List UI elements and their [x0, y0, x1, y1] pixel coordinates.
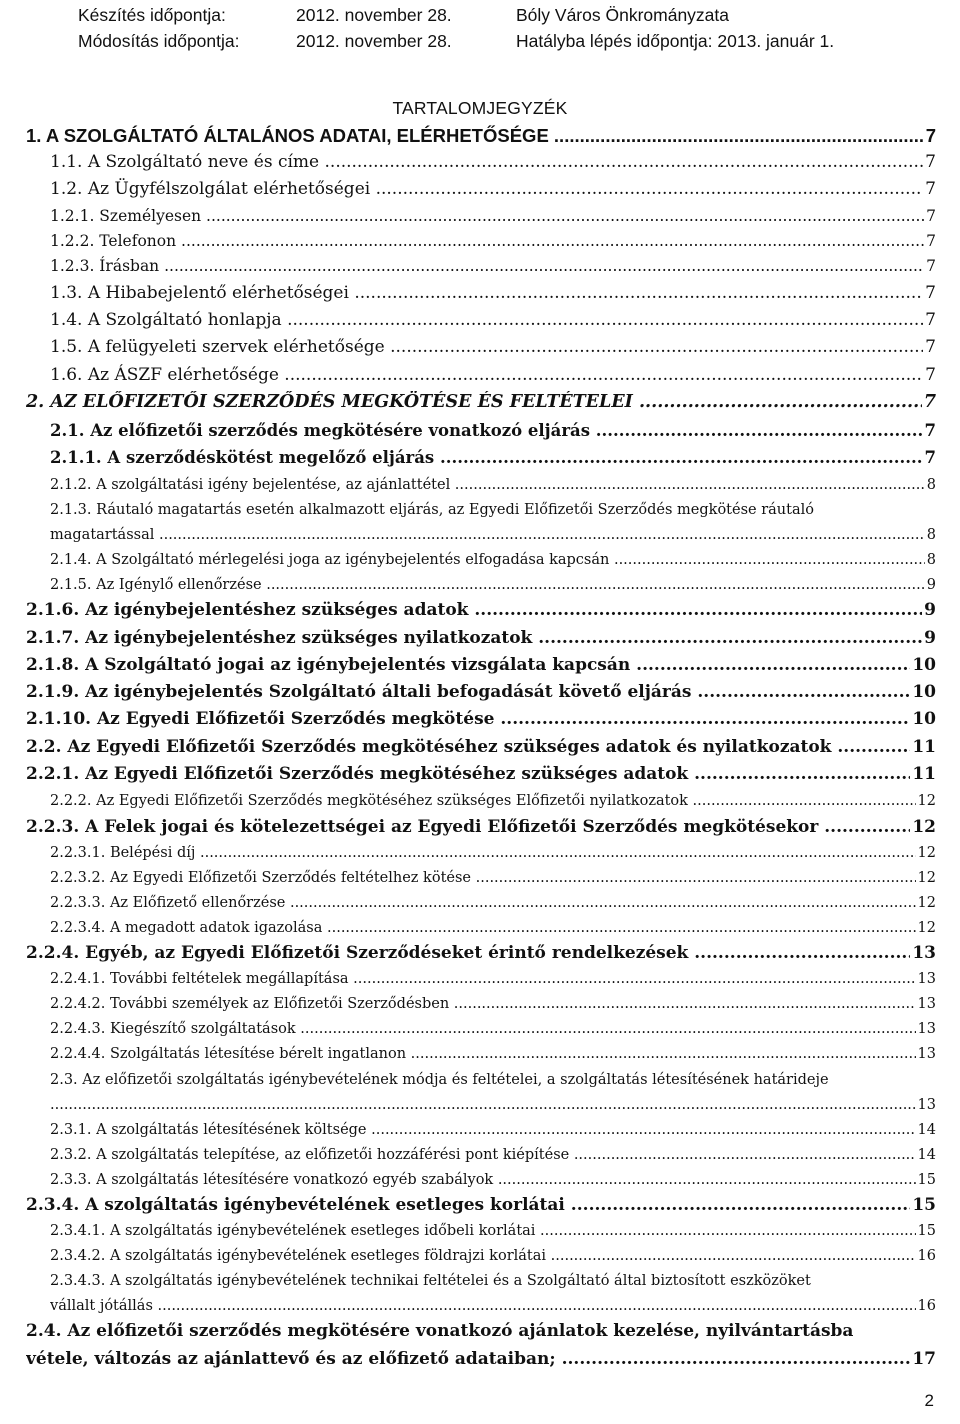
toc-entry-label: 1.2. Az Ügyfélszolgálat elérhetőségei ..... [50, 178, 936, 201]
toc-entry[interactable] [50, 1296, 936, 1317]
toc-entry-label: 2. AZ ELŐFIZETŐI SZERZŐDÉS MEGKÖTÉSE ÉS FELTÉTELEI ..... [26, 391, 936, 415]
toc-entry-page: 15 [916, 1170, 936, 1191]
toc-entry-page: 8 [925, 525, 936, 546]
toc-entry[interactable] [50, 994, 936, 1015]
toc-entry-label: vállalt jótállás ..... [50, 1296, 936, 1317]
toc-entry-label: 2.1.9. Az igénybejelentés Szolgáltató általi befogadását követő eljárás ..... [26, 681, 936, 704]
modified-date: 2012. november 28. [296, 31, 452, 51]
effective-date: Hatályba lépés időpontja: 2013. január 1. [516, 31, 835, 51]
toc-entry-label [50, 1095, 936, 1116]
toc-entry-page: 12 [912, 817, 936, 837]
toc-entry-label: 1.2.2. Telefonon ..... [50, 231, 936, 253]
toc-entry-page: 13 [916, 1019, 936, 1040]
toc-entry[interactable] [50, 309, 936, 332]
toc-entry-page: 7 [924, 206, 936, 228]
toc-entry-label: 1.2.3. Írásban ..... [50, 256, 936, 278]
toc-entry-label: 2.1.2. A szolgáltatási igény bejelentése, az ajánlattétel ..... [50, 475, 936, 496]
toc-entry-label: 2.1.8. A Szolgáltató jogai az igénybejelentés vizsgálata kapcsán ..... [26, 654, 936, 677]
toc-entry-label: 2.3.4.2. A szolgáltatás igénybevételének esetleges földrajzi korlátai ..... [50, 1246, 936, 1267]
toc-entry-page: 7 [925, 152, 936, 172]
modified-label: Módosítás időpontja: [78, 31, 240, 51]
toc-entry-label: 2.4. Az előfizetői szerződés megkötésére vonatkozó ajánlatok kezelése, nyilvántartásba [26, 1321, 854, 1341]
toc-entry-page: 12 [916, 843, 936, 864]
toc-entry[interactable] [50, 550, 936, 571]
toc-entry[interactable] [50, 1070, 936, 1091]
toc-entry-page: 7 [924, 124, 936, 149]
toc-entry-label: 1.3. A Hibabejelentő elérhetőségei ..... [50, 282, 936, 305]
toc-entry[interactable] [26, 763, 936, 786]
toc-entry-page: 15 [912, 1195, 936, 1215]
toc-entry[interactable] [50, 206, 936, 228]
toc-entry-page: 16 [916, 1296, 936, 1317]
toc-entry[interactable] [50, 1095, 936, 1116]
toc-entry-page: 7 [925, 365, 936, 385]
toc-title: TARTALOMJEGYZÉK [392, 98, 568, 118]
header-row-created [78, 2, 834, 28]
toc-entry[interactable] [50, 178, 936, 201]
toc-entry-page: 11 [912, 764, 936, 784]
toc-entry-label: 2.2.3.2. Az Egyedi Előfizetői Szerződés feltételhez kötése ..... [50, 868, 936, 889]
toc-entry[interactable] [50, 151, 936, 174]
toc-entry[interactable] [26, 1194, 936, 1217]
toc-entry-page: 11 [912, 737, 936, 757]
toc-entry-page: 13 [916, 1095, 936, 1116]
toc-entry-page: 7 [925, 310, 936, 330]
toc-entry[interactable] [26, 816, 936, 839]
toc-entry[interactable] [50, 447, 936, 470]
toc-entry[interactable] [50, 1120, 936, 1141]
toc-entry-label: 1.5. A felügyeleti szervek elérhetősége ..... [50, 336, 936, 359]
toc-entry-label: 2.3.4.1. A szolgáltatás igénybevételének esetleges időbeli korlátai ..... [50, 1221, 936, 1242]
toc-entry[interactable] [26, 1320, 936, 1343]
toc-entry-label: 2.3.4. A szolgáltatás igénybevételének esetleges korlátai ..... [26, 1194, 936, 1217]
toc-entry-label: 2.1.10. Az Egyedi Előfizetői Szerződés megkötése ..... [26, 708, 936, 731]
toc-entry-page: 12 [916, 918, 936, 939]
toc-entry-page: 7 [922, 391, 936, 415]
toc-entry-label: 2.1. Az előfizetői szerződés megkötésére vonatkozó eljárás ..... [50, 420, 936, 443]
toc-entry-page: 14 [916, 1145, 936, 1166]
toc-entry-page: 9 [924, 628, 936, 648]
toc-entry[interactable] [26, 124, 936, 149]
toc-entry[interactable] [50, 420, 936, 443]
toc-entry[interactable] [50, 843, 936, 864]
toc-entry-page: 13 [912, 943, 936, 963]
toc-entry-label: 2.1.1. A szerződéskötést megelőző eljárás ..... [50, 447, 936, 470]
toc-entry[interactable] [50, 475, 936, 496]
toc-entry[interactable] [50, 1221, 936, 1242]
toc-entry-label: 2.1.5. Az Igénylő ellenőrzése ..... [50, 575, 936, 596]
toc-entry-page: 10 [912, 682, 936, 702]
toc-entry[interactable] [50, 918, 936, 939]
toc-entry-label: 2.3.1. A szolgáltatás létesítésének költsége ..... [50, 1120, 936, 1141]
toc-entry-page: 9 [924, 600, 936, 620]
toc-entry-label: 1.1. A Szolgáltató neve és címe ..... [50, 151, 936, 174]
toc-entry-page: 14 [916, 1120, 936, 1141]
toc-entry-label: 1.6. Az ÁSZF elérhetősége ..... [50, 364, 936, 387]
toc-entry-label: 2.2.4.2. További személyek az Előfizetői Szerződésben ..... [50, 994, 936, 1015]
toc-entry-label: 1.4. A Szolgáltató honlapja ..... [50, 309, 936, 332]
toc-entry[interactable] [50, 1019, 936, 1040]
toc-entry[interactable] [26, 708, 936, 731]
toc-entry-page: 13 [916, 1044, 936, 1065]
toc-entry[interactable] [50, 969, 936, 990]
toc-entry[interactable] [50, 868, 936, 889]
toc-entry-label: 2.3.3. A szolgáltatás létesítésére vonatkozó egyéb szabályok ..... [50, 1170, 936, 1191]
toc-entry-label: 2.1.3. Ráutaló magatartás esetén alkalmazott eljárás, az Egyedi Előfizetői Szerződés megkötése ráutaló [50, 502, 814, 518]
toc-entry-label: 2.3.2. A szolgáltatás telepítése, az előfizetői hozzáférési pont kiépítése ..... [50, 1145, 936, 1166]
toc-entry[interactable] [26, 681, 936, 704]
toc-entry-label: 2.2.4.1. További feltételek megállapítása ..... [50, 969, 936, 990]
toc-entry-page: 10 [912, 655, 936, 675]
toc-entry[interactable] [26, 736, 936, 759]
toc-entry-page: 12 [916, 868, 936, 889]
toc-entry[interactable] [50, 231, 936, 253]
toc-entry[interactable] [50, 282, 936, 305]
toc-entry-label: magatartással ..... [50, 525, 936, 546]
toc-entry-label: 2.3.4.3. A szolgáltatás igénybevételének technikai feltételei és a Szolgáltató által biztosított eszközöket [50, 1273, 811, 1289]
toc-entry[interactable] [50, 1044, 936, 1065]
toc-entry-label: 2.1.6. Az igénybejelentéshez szükséges adatok ..... [26, 599, 936, 622]
toc-entry[interactable] [26, 627, 936, 650]
toc-entry-page: 12 [916, 791, 936, 812]
toc-entry-label: 2.2.3. A Felek jogai és kötelezettségei az Egyedi Előfizetői Szerződés megkötésekor ..... [26, 816, 936, 839]
toc-entry-page: 7 [923, 447, 936, 470]
toc-entry-label: 2.1.7. Az igénybejelentéshez szükséges nyilatkozatok ..... [26, 627, 936, 650]
toc-entry-page: 10 [912, 709, 936, 729]
toc-entry[interactable] [50, 893, 936, 914]
toc-entry[interactable] [50, 1246, 936, 1267]
toc-entry-page: 13 [916, 969, 936, 990]
toc-entry-page: 7 [923, 420, 936, 443]
toc-entry[interactable] [26, 1348, 936, 1371]
toc-entry-label: 2.2.3.1. Belépési díj ..... [50, 843, 936, 864]
toc-entry[interactable] [50, 791, 936, 812]
toc-entry[interactable] [50, 1271, 936, 1292]
toc-entry-page: 7 [924, 231, 936, 253]
toc-entry-page: 7 [925, 283, 936, 303]
created-date: 2012. november 28. [296, 5, 452, 25]
toc-entry-page: 17 [912, 1349, 936, 1369]
toc-entry-label: 2.2.4.3. Kiegészítő szolgáltatások ..... [50, 1019, 936, 1040]
toc-entry[interactable] [50, 1145, 936, 1166]
toc-entry-page: 8 [925, 550, 936, 571]
toc-entry-page: 8 [925, 475, 936, 496]
created-label: Készítés időpontja: [78, 5, 226, 25]
toc-entry-label: 1.2.1. Személyesen ..... [50, 206, 936, 228]
toc-entry[interactable] [50, 336, 936, 359]
toc-entry-page: 9 [925, 575, 936, 596]
toc-entry-label: 2.2.1. Az Egyedi Előfizetői Szerződés megkötéséhez szükséges adatok ..... [26, 763, 936, 786]
toc-entry[interactable] [26, 391, 936, 415]
toc-entry-page: 16 [916, 1246, 936, 1267]
toc-entry-label: 2.2.3.4. A megadott adatok igazolása ..... [50, 918, 936, 939]
organization-name: Bóly Város Önkrományzata [516, 5, 730, 25]
toc-entry-page: 7 [925, 179, 936, 199]
toc-entry-page: 15 [916, 1221, 936, 1242]
toc-entry-page: 7 [925, 337, 936, 357]
toc-entry-label: 2.2.4.4. Szolgáltatás létesítése bérelt ingatlanon ..... [50, 1044, 936, 1065]
toc-entry[interactable] [50, 575, 936, 596]
toc-entry-page: 13 [916, 994, 936, 1015]
toc-entry-label: 1. A SZOLGÁLTATÓ ÁLTALÁNOS ADATAI, ELÉRHETŐSÉGE ..... [26, 124, 936, 149]
toc-entry-label: 2.2.2. Az Egyedi Előfizetői Szerződés megkötéséhez szükséges Előfizetői nyilatkozatok ..... [50, 791, 936, 812]
toc-entry[interactable] [50, 364, 936, 387]
toc-entry-label: 2.1.4. A Szolgáltató mérlegelési joga az igénybejelentés elfogadása kapcsán ..... [50, 550, 936, 571]
toc-entry[interactable] [50, 500, 936, 521]
toc-entry[interactable] [50, 256, 936, 278]
toc-entry[interactable] [26, 599, 936, 622]
toc-entry-label: 2.2. Az Egyedi Előfizetői Szerződés megkötéséhez szükséges adatok és nyilatkozatok ..... [26, 736, 936, 759]
page-number: 2 [924, 1391, 934, 1410]
toc-entry-label: 2.2.4. Egyéb, az Egyedi Előfizetői Szerződéseket érintő rendelkezések ..... [26, 942, 936, 965]
toc-entry-page: 12 [916, 893, 936, 914]
toc-entry[interactable] [50, 525, 936, 546]
toc-entry-label: 2.3. Az előfizetői szolgáltatás igénybevételének módja és feltételei, a szolgáltatás létesítésének határideje [50, 1072, 829, 1088]
toc-entry[interactable] [26, 654, 936, 677]
toc-entry-label: vétele, változás az ajánlattevő és az előfizető adataiban; ..... [26, 1348, 936, 1371]
document-header [78, 2, 834, 54]
toc-entry[interactable] [26, 942, 936, 965]
toc-entry-label: 2.2.3.3. Az Előfizető ellenőrzése ..... [50, 893, 936, 914]
toc-entry[interactable] [50, 1170, 936, 1191]
header-row-modified [78, 28, 834, 54]
toc-entry-page: 7 [924, 256, 936, 278]
